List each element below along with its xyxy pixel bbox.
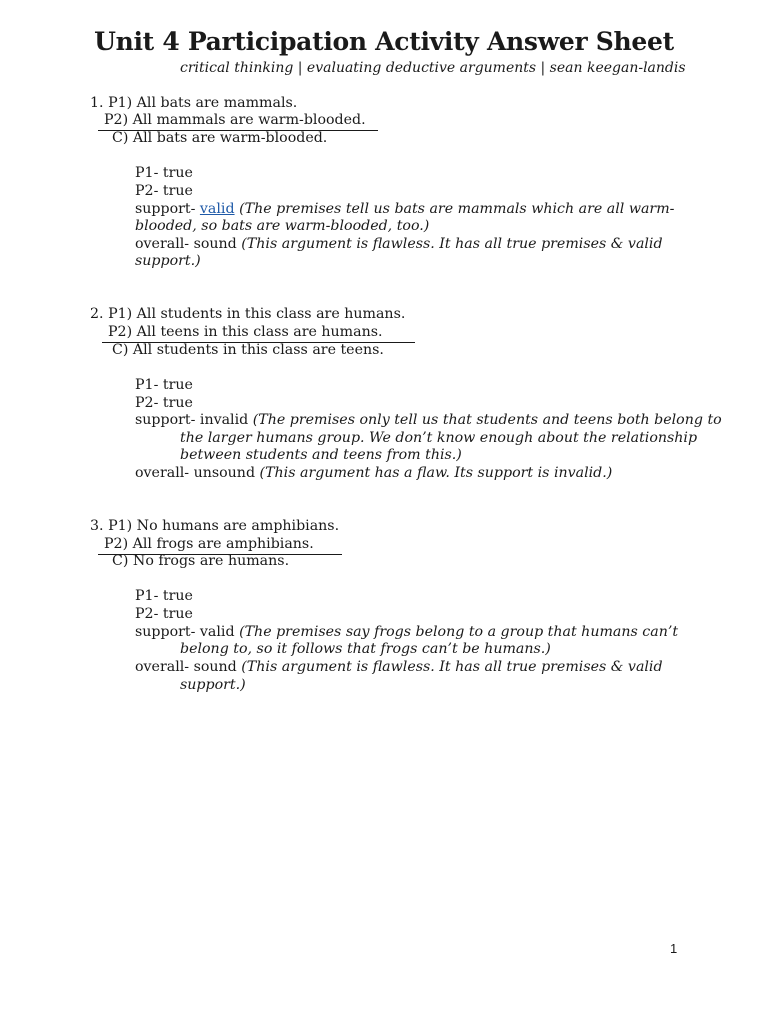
q1-premise-2 <box>98 111 378 131</box>
q2-premise-1 <box>90 305 405 323</box>
q3-overall-explanation: (This argument is flawless. It has all true premises & valid <box>241 659 663 675</box>
q2-support-label: support- invalid <box>135 412 253 428</box>
q3-support-explanation: (The premises say frogs belong to a group that humans can’t <box>239 624 679 640</box>
q2-support-explanation: (The premises only tell us that students and teens both belong to <box>252 412 722 428</box>
q3-support-explanation-cont: belong to, so it follows that frogs can’t be humans.) <box>180 641 551 657</box>
q1-support-explanation-cont: blooded, so bats are warm-blooded, too.) <box>135 218 430 234</box>
q2-premise-1-text: P1) All students in this class are humans. <box>108 306 406 322</box>
q2-support-explanation-cont-2: between students and teens from this.) <box>180 447 462 463</box>
q3-overall-label: overall- sound <box>135 659 242 675</box>
q2-premise-2 <box>102 323 415 343</box>
q1-overall-explanation: (This argument is flawless. It has all true premises & valid <box>241 236 663 252</box>
q1-support-label: support- <box>135 201 200 217</box>
q1-conclusion: C) All bats are warm-blooded. <box>112 130 328 146</box>
q1-premise-2-text: P2) All mammals are warm-blooded. <box>98 111 378 131</box>
q2-premise-2-text: P2) All teens in this class are humans. <box>102 323 415 343</box>
q3-overall <box>135 658 663 676</box>
q3-premise-1 <box>90 517 339 535</box>
q3-support-label: support- valid <box>135 624 240 640</box>
q2-overall-label: overall- unsound <box>135 465 260 481</box>
q1-premise-1-text: P1) All bats are mammals. <box>108 95 298 111</box>
page-number: 1 <box>670 941 678 956</box>
q3-overall-explanation-cont: support.) <box>180 677 246 693</box>
q2-overall <box>135 464 612 482</box>
q2-p1-evaluation: P1- true <box>135 377 193 393</box>
page-title: Unit 4 Participation Activity Answer Sheet <box>94 27 674 56</box>
q2-support-explanation-cont-1: the larger humans group. We don’t know enough about the relationship <box>180 430 698 446</box>
q3-p1-evaluation: P1- true <box>135 588 193 604</box>
q3-premise-1-text: P1) No humans are amphibians. <box>108 518 340 534</box>
q1-premise-1 <box>90 94 297 112</box>
q3-number: 3. <box>90 518 104 534</box>
q2-number: 2. <box>90 306 104 322</box>
q1-overall <box>135 235 663 253</box>
q3-support <box>135 623 678 641</box>
q1-support <box>135 200 674 218</box>
q1-overall-explanation-cont: support.) <box>135 253 201 269</box>
q3-p2-evaluation: P2- true <box>135 606 193 622</box>
q3-conclusion: C) No frogs are humans. <box>112 553 290 569</box>
q1-support-explanation: (The premises tell us bats are mammals which are all warm- <box>234 201 675 217</box>
q1-overall-label: overall- sound <box>135 236 242 252</box>
q1-p2-evaluation: P2- true <box>135 183 193 199</box>
q2-p2-evaluation: P2- true <box>135 395 193 411</box>
q1-valid-link[interactable]: valid <box>199 201 235 217</box>
q3-premise-2-text: P2) All frogs are amphibians. <box>98 535 342 555</box>
page-subtitle: critical thinking | evaluating deductive arguments | sean keegan-landis <box>180 60 686 76</box>
q2-overall-explanation: (This argument has a flaw. Its support is invalid.) <box>259 465 613 481</box>
q1-number: 1. <box>90 95 104 111</box>
q1-p1-evaluation: P1- true <box>135 165 193 181</box>
q2-support <box>135 411 722 429</box>
q2-conclusion: C) All students in this class are teens. <box>112 342 384 358</box>
